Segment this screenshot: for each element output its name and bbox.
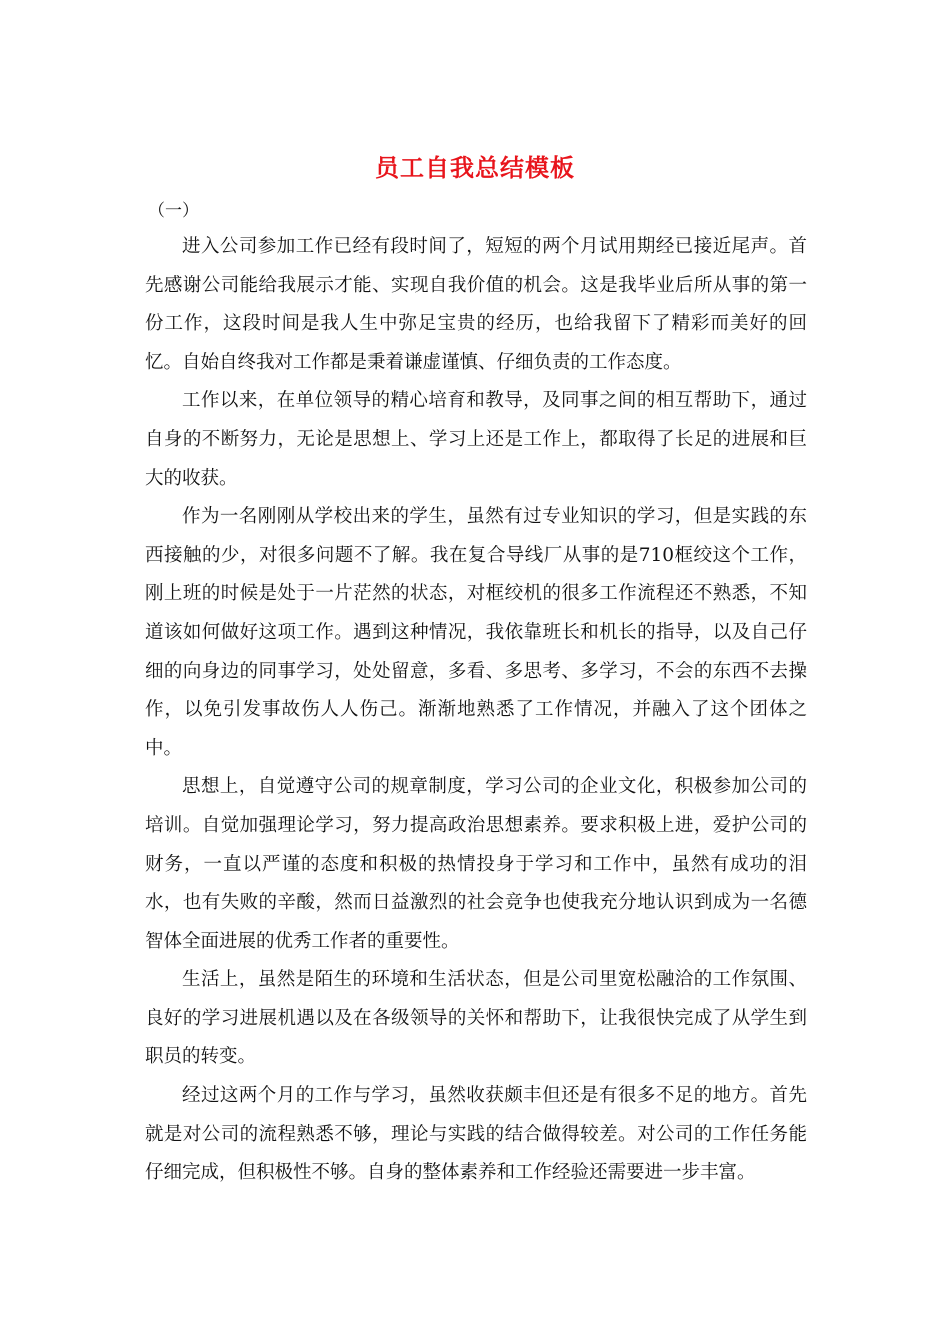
paragraph: 工作以来，在单位领导的精心培育和教导，及同事之间的相互帮助下，通过自身的不断努力，无论是思想上、学习上还是工作上，都取得了长足的进展和巨大的收获。 (145, 390, 807, 489)
section-label: （一） (148, 201, 199, 221)
document-body (145, 228, 807, 1193)
paragraph: 生活上，虽然是陌生的环境和生活状态，但是公司里宽松融洽的工作氛围、良好的学习进展机遇以及在各级领导的关怀和帮助下，让我很快完成了从学生到职员的转变。 (145, 969, 807, 1068)
paragraph: 经过这两个月的工作与学习，虽然收获颇丰但还是有很多不足的地方。首先就是对公司的流程熟悉不够，理论与实践的结合做得较差。对公司的工作任务能仔细完成，但积极性不够。自身的整体素养和工作经验还需要进一步丰富。 (145, 1085, 807, 1184)
paragraph: 进入公司参加工作已经有段时间了，短短的两个月试用期经已接近尾声。首先感谢公司能给我展示才能、实现自我价值的机会。这是我毕业后所从事的第一份工作，这段时间是我人生中弥足宝贵的经历，也给我留下了精彩而美好的回忆。自始自终我对工作都是秉着谦虚谨慎、仔细负责的工作态度。 (145, 236, 807, 373)
paragraph: 思想上，自觉遵守公司的规章制度，学习公司的企业文化，积极参加公司的培训。自觉加强理论学习，努力提高政治思想素养。要求积极上进，爱护公司的财务，一直以严谨的态度和积极的热情投身于学习和工作中，虽然有成功的泪水，也有失败的辛酸，然而日益激烈的社会竞争也使我充分地认识到成为一名德智体全面进展的优秀工作者的重要性。 (145, 776, 807, 952)
paragraph: 作为一名刚刚从学校出来的学生，虽然有过专业知识的学习，但是实践的东西接触的少，对很多问题不了解。我在复合导线厂从事的是710框绞这个工作，刚上班的时候是处于一片茫然的状态，对框绞机的很多工作流程还不熟悉，不知道该如何做好这项工作。遇到这种情况，我依靠班长和机长的指导，以及自己仔细的向身边的同事学习，处处留意，多看、多思考、多学习，不会的东西不去操作，以免引发事故伤人人伤己。渐渐地熟悉了工作情况，并融入了这个团体之中。 (145, 506, 807, 759)
document-title: 员工自我总结模板 (375, 153, 575, 182)
